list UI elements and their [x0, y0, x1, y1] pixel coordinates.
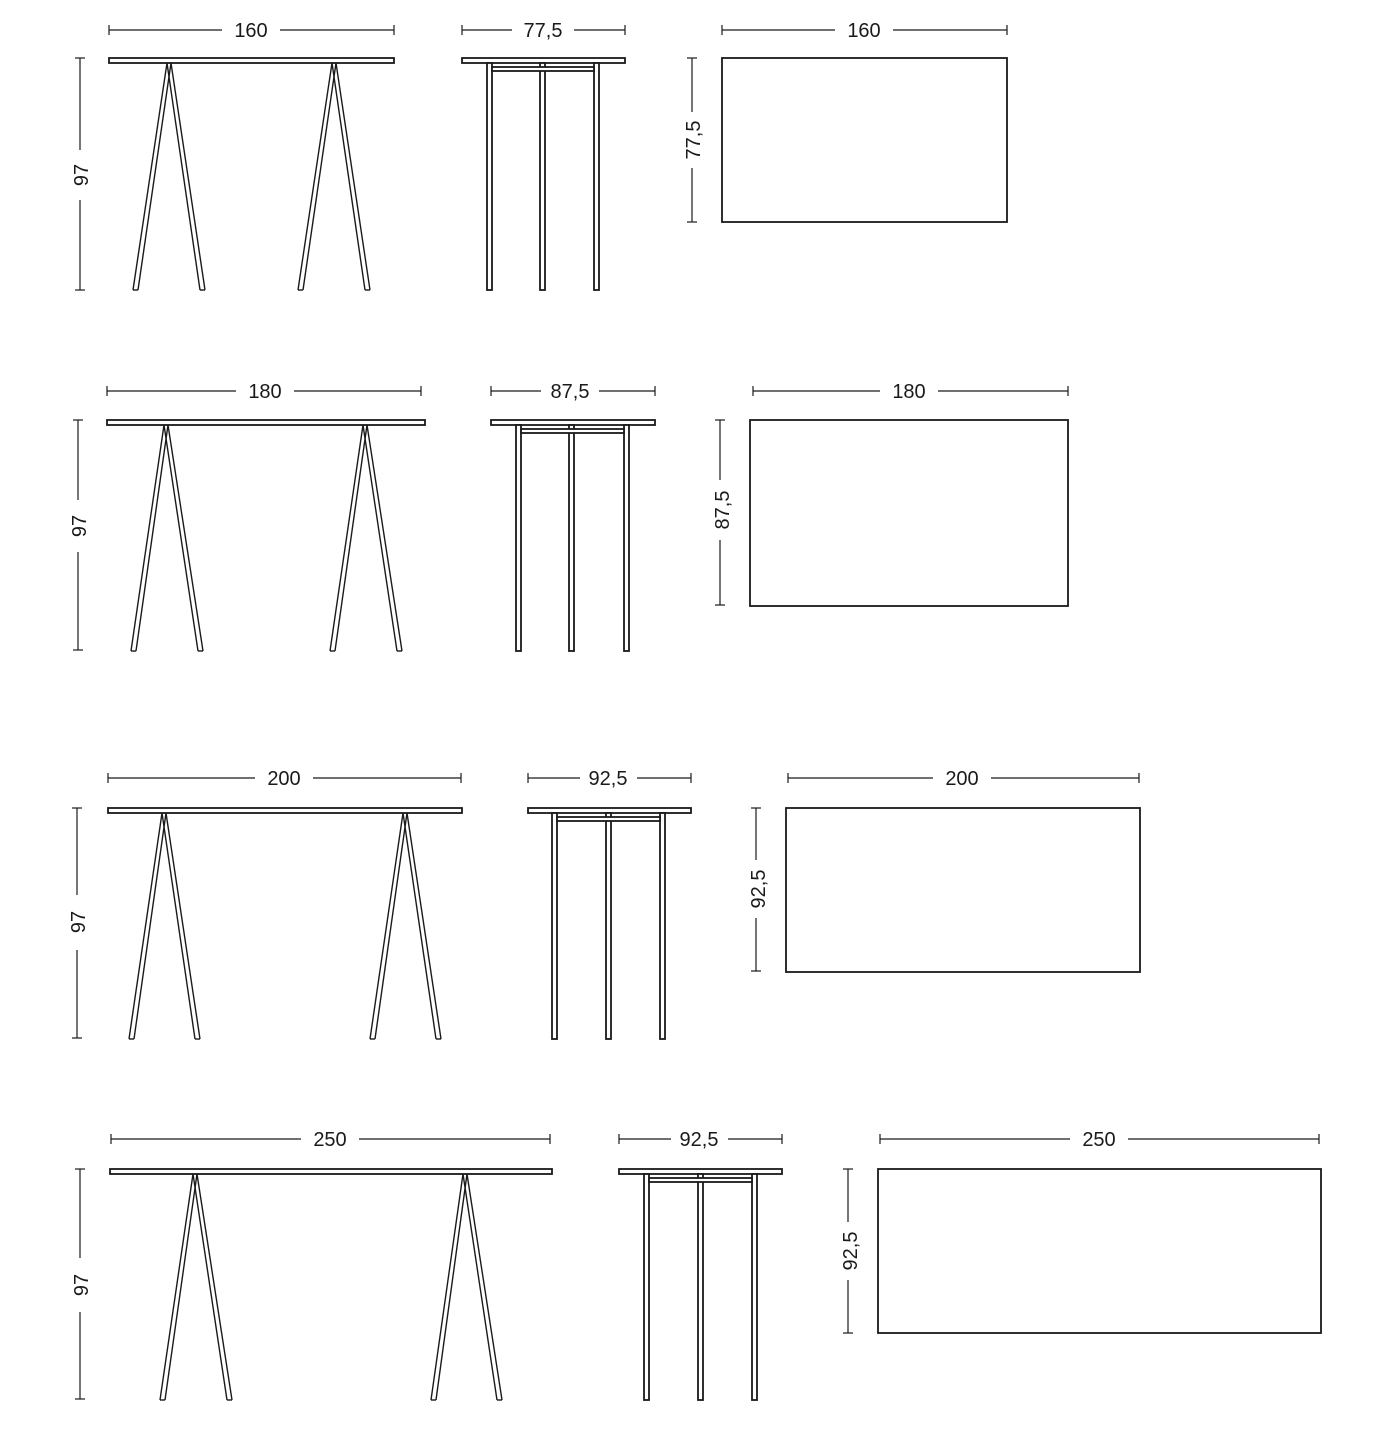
table-row-4 [71, 1129, 1321, 1400]
side-depth-label: 87,5 [550, 381, 590, 403]
width-dimension [111, 1129, 550, 1151]
top-width-dimension [753, 381, 1068, 403]
width-dimension [107, 381, 421, 403]
top-depth-label: 77,5 [683, 120, 705, 160]
height-label: 97 [68, 910, 90, 934]
top-width-label: 160 [847, 20, 881, 42]
top-view [748, 768, 1140, 972]
crossbar [557, 817, 660, 821]
leg [594, 63, 599, 290]
side-depth-label: 92,5 [588, 768, 628, 790]
trestle-left [129, 813, 200, 1039]
top-depth-dimension [840, 1169, 862, 1333]
width-dimension [108, 768, 461, 790]
top-depth-label: 87,5 [712, 490, 734, 530]
depth-dimension [491, 381, 655, 403]
height-dimension [71, 58, 93, 290]
tabletop-plan [878, 1169, 1321, 1333]
top-view [712, 381, 1068, 606]
height-label: 97 [71, 163, 93, 187]
front-view [68, 768, 462, 1039]
tabletop-front [109, 58, 394, 63]
leg [624, 425, 629, 651]
front-width-label: 180 [248, 381, 282, 403]
top-depth-dimension [683, 58, 705, 222]
leg [644, 1174, 649, 1400]
depth-dimension [462, 20, 625, 42]
leg [552, 813, 557, 1039]
height-label: 97 [69, 514, 91, 538]
side-view [528, 768, 691, 1039]
table-row-3 [68, 768, 1140, 1039]
top-width-dimension [722, 20, 1007, 42]
trestle-right [431, 1174, 502, 1400]
height-label: 97 [71, 1273, 93, 1297]
tabletop-front [110, 1169, 552, 1174]
tabletop-front [107, 420, 425, 425]
height-dimension [69, 420, 91, 650]
leg [487, 63, 492, 290]
depth-dimension [528, 768, 691, 790]
crossbar [649, 1178, 752, 1182]
leg [516, 425, 521, 651]
top-width-label: 180 [892, 381, 926, 403]
table-row-2 [69, 381, 1068, 651]
side-depth-label: 92,5 [679, 1129, 719, 1151]
depth-dimension [619, 1129, 782, 1151]
trestle-right [298, 63, 370, 290]
crossbar [521, 429, 624, 433]
tabletop-front [108, 808, 462, 813]
height-dimension [71, 1169, 93, 1399]
top-depth-dimension [748, 808, 770, 971]
top-depth-label: 92,5 [748, 869, 770, 909]
tabletop-plan [722, 58, 1007, 222]
table-row-1 [71, 20, 1007, 290]
top-width-label: 250 [1082, 1129, 1116, 1151]
top-width-dimension [880, 1129, 1319, 1151]
top-view [840, 1129, 1321, 1333]
top-view [683, 20, 1007, 222]
top-width-label: 200 [945, 768, 979, 790]
side-depth-label: 77,5 [523, 20, 563, 42]
height-dimension [68, 808, 90, 1038]
leg [698, 1174, 703, 1400]
trestle-right [330, 425, 402, 651]
front-view [71, 20, 394, 290]
leg [569, 425, 574, 651]
side-view [491, 381, 655, 651]
trestle-left [131, 425, 203, 651]
top-width-dimension [788, 768, 1139, 790]
front-width-label: 250 [313, 1129, 347, 1151]
crossbar [492, 67, 594, 71]
top-depth-label: 92,5 [840, 1231, 862, 1271]
leg [540, 63, 545, 290]
leg [606, 813, 611, 1039]
leg [660, 813, 665, 1039]
side-view [462, 20, 625, 290]
width-dimension [109, 20, 394, 42]
front-view [69, 381, 425, 651]
side-view [619, 1129, 782, 1400]
front-width-label: 160 [234, 20, 268, 42]
tabletop-plan [750, 420, 1068, 606]
top-depth-dimension [712, 420, 734, 605]
leg [752, 1174, 757, 1400]
front-view [71, 1129, 552, 1400]
tabletop-plan [786, 808, 1140, 972]
trestle-right [370, 813, 441, 1039]
trestle-left [133, 63, 205, 290]
front-width-label: 200 [267, 768, 301, 790]
trestle-left [160, 1174, 232, 1400]
